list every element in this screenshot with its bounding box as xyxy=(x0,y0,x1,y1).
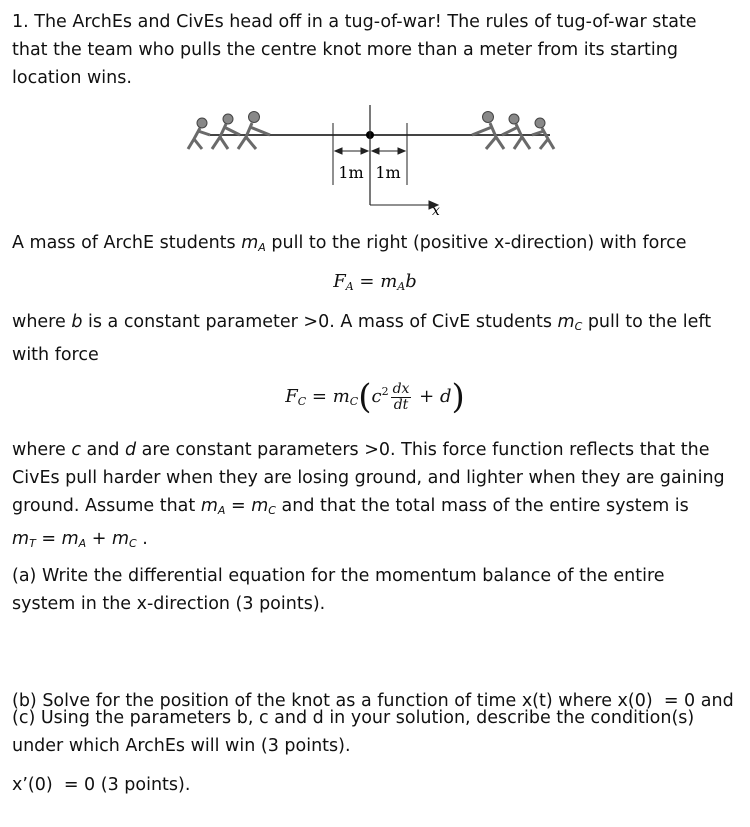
arche-text-before: A mass of ArchE students xyxy=(12,233,242,253)
left-figure-3 xyxy=(238,112,270,150)
body-mass-total: m xyxy=(12,529,30,549)
left-figure-1 xyxy=(188,118,210,149)
arche-paragraph xyxy=(12,229,738,262)
part-a-line-1: (a) Write the differential equation for the momentum balance of the entire xyxy=(12,566,665,586)
eq2-mass-sub: C xyxy=(349,395,359,408)
body-period: . xyxy=(136,529,148,549)
body-line-3-end: and that the total mass of the entire system is xyxy=(275,496,689,516)
left-1m-label: 1m xyxy=(338,163,364,182)
eq2-equals: = xyxy=(306,386,333,407)
body-mass-c: m xyxy=(251,496,269,516)
body-mass-total-sub: T xyxy=(29,537,36,550)
eq1-b: b xyxy=(405,271,417,292)
left-team-figures xyxy=(188,112,270,150)
eq1-equals: = xyxy=(353,271,381,292)
eq2-left-paren: ( xyxy=(358,377,372,417)
eq2-force-symbol: F xyxy=(285,386,298,407)
tug-of-war-figure xyxy=(170,105,590,220)
part-c xyxy=(12,704,738,760)
body-total-equals: = xyxy=(35,529,62,549)
eq2-plus-d: + d xyxy=(413,386,452,407)
arche-text-after: pull to the right (positive x-direction) with force xyxy=(265,233,687,253)
right-team-figures xyxy=(472,112,554,150)
part-a xyxy=(12,562,738,618)
x-axis-arrow xyxy=(370,201,438,209)
eq2-force-sub: C xyxy=(297,395,307,408)
equation-force-arche xyxy=(0,268,750,301)
right-1m-label: 1m xyxy=(375,163,401,182)
equation-force-cive xyxy=(0,370,750,416)
body-line-3-start: ground. Assume that xyxy=(12,496,201,516)
eq1-mass-symbol: m xyxy=(380,271,398,292)
arche-mass-sub: A xyxy=(258,241,266,254)
eq2-numerator: dx xyxy=(392,380,410,397)
body-line-2: CivEs pull harder when they are losing ground, and lighter when they are gaining xyxy=(12,468,725,488)
left-figure-2 xyxy=(212,114,240,149)
eq1-force-symbol: F xyxy=(333,271,346,292)
body-total-mass-a: m xyxy=(61,529,79,549)
cive-line-2: with force xyxy=(12,345,99,365)
cive-text-after: pull to the left xyxy=(582,312,712,332)
part-a-line-2: system in the x-direction (3 points). xyxy=(12,594,326,614)
body-mass-a-sub: A xyxy=(217,504,226,517)
cive-paragraph xyxy=(12,308,738,369)
right-figure-3 xyxy=(532,118,554,149)
part-b-line-1: (b) Solve for the position of the knot as a function of time x(t) where x(0) = 0 and xyxy=(12,691,734,711)
cive-b: b xyxy=(71,312,83,332)
eq2-denominator: dt xyxy=(393,396,409,413)
arche-mass-symbol: m xyxy=(241,233,259,253)
cive-mass-symbol: m xyxy=(557,312,575,332)
eq2-square: 2 xyxy=(381,385,389,398)
body-total-mass-c-sub: C xyxy=(129,537,137,550)
eq1-force-sub: A xyxy=(345,280,354,293)
right-1m-arrow xyxy=(372,148,405,154)
right-figure-2 xyxy=(502,114,530,149)
intro-line-3: location wins. xyxy=(12,68,132,88)
body-and: and xyxy=(80,440,125,460)
body-equals: = xyxy=(225,496,252,516)
body-mass-a: m xyxy=(200,496,218,516)
eq2-mass-symbol: m xyxy=(332,386,350,407)
x-axis-label: x xyxy=(432,203,440,219)
part-c-line-2: under which ArchEs will win (3 points). xyxy=(12,736,351,756)
cive-mass-sub: C xyxy=(574,320,583,333)
body-d: d xyxy=(125,440,137,460)
left-1m-arrow xyxy=(335,148,368,154)
assumptions-paragraph xyxy=(12,436,738,558)
problem-intro xyxy=(12,8,738,92)
body-total-mass-a-sub: A xyxy=(78,537,87,550)
body-line-1-rest: are constant parameters >0. This force function reflects that the xyxy=(136,440,710,460)
body-mass-c-sub: C xyxy=(268,504,276,517)
part-c-line-1: (c) Using the parameters b, c and d in your solution, describe the condition(s) xyxy=(12,708,695,728)
right-figure-1 xyxy=(472,112,504,150)
intro-line-2: that the team who pulls the centre knot more than a meter from its starting xyxy=(12,40,678,60)
eq2-derivative xyxy=(391,382,412,413)
body-where: where xyxy=(12,440,72,460)
body-c: c xyxy=(71,440,81,460)
eq2-c: c xyxy=(371,386,382,407)
part-b-line-2: x’(0) = 0 (3 points). xyxy=(12,775,191,795)
eq2-right-paren: ) xyxy=(451,377,465,417)
intro-line-1: 1. The ArchEs and CivEs head off in a tug-of-war! The rules of tug-of-war state xyxy=(12,12,697,32)
cive-where: where xyxy=(12,312,72,332)
eq1-mass-sub: A xyxy=(397,280,406,293)
body-total-mass-c: m xyxy=(111,529,130,549)
body-plus: + xyxy=(86,529,112,549)
cive-text-mid: is a constant parameter >0. A mass of CivE students xyxy=(82,312,558,332)
